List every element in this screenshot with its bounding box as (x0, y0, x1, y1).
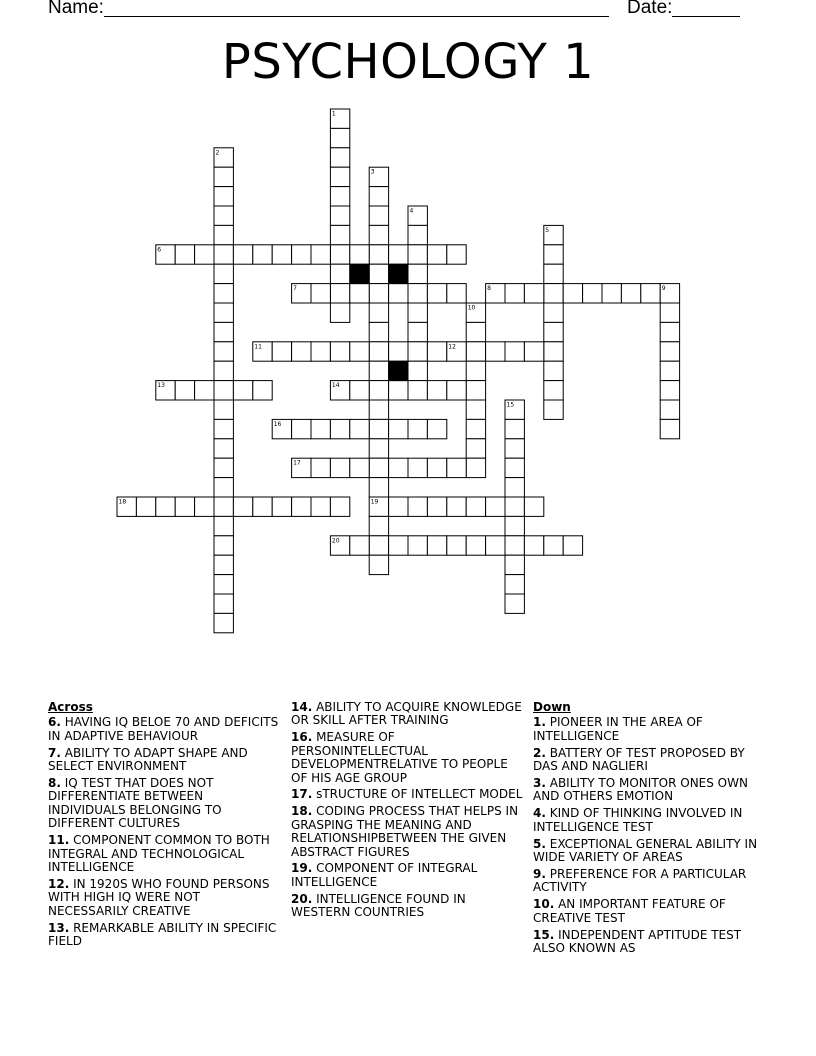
grid-cell[interactable] (466, 400, 485, 419)
grid-clue-number: 11 (254, 343, 262, 351)
grid-cell[interactable] (214, 516, 233, 535)
grid-cell[interactable] (330, 284, 349, 303)
grid-cell[interactable] (389, 381, 408, 400)
grid-cell[interactable] (214, 613, 233, 632)
grid-cell[interactable] (214, 536, 233, 555)
grid-cell[interactable] (330, 206, 349, 225)
grid-cell[interactable] (214, 206, 233, 225)
clue-number: 12. (48, 876, 70, 891)
grid-cell[interactable] (524, 284, 543, 303)
clue-item (533, 777, 769, 804)
grid-cell[interactable] (350, 245, 369, 264)
grid-clue-number: 6 (157, 246, 162, 254)
grid-cell[interactable] (544, 536, 563, 555)
grid-cell[interactable] (214, 458, 233, 477)
grid-cell[interactable] (214, 381, 233, 400)
clue-item (291, 731, 527, 785)
grid-cell[interactable] (544, 400, 563, 419)
grid-cell[interactable] (505, 497, 524, 516)
grid-cell[interactable] (408, 536, 427, 555)
grid-clue-number: 18 (118, 498, 127, 506)
down-clues-column (533, 701, 769, 959)
grid-cell[interactable] (272, 497, 291, 516)
clue-number: 7. (48, 745, 61, 760)
grid-cell[interactable] (505, 478, 524, 497)
grid-cell[interactable] (408, 225, 427, 244)
grid-cell[interactable] (524, 536, 543, 555)
grid-cell[interactable] (330, 167, 349, 186)
grid-cell[interactable] (311, 245, 330, 264)
grid-cell[interactable] (505, 555, 524, 574)
grid-cell[interactable] (505, 284, 524, 303)
grid-cell[interactable] (214, 439, 233, 458)
grid-cell[interactable] (524, 342, 543, 361)
grid-cell[interactable] (408, 264, 427, 283)
name-label: Name: (48, 0, 104, 18)
grid-cell[interactable] (195, 381, 214, 400)
clue-number: 6. (48, 715, 61, 730)
grid-cell[interactable] (292, 419, 311, 438)
grid-cell[interactable] (369, 322, 388, 341)
grid-cell[interactable] (505, 594, 524, 613)
grid-cell[interactable] (369, 478, 388, 497)
clue-item (291, 701, 527, 728)
grid-cell[interactable] (369, 187, 388, 206)
grid-cell[interactable] (408, 361, 427, 380)
grid-cell[interactable] (136, 497, 155, 516)
grid-cell[interactable] (369, 555, 388, 574)
clue-item (533, 868, 769, 895)
grid-black-cell (389, 361, 408, 380)
grid-cell[interactable] (563, 536, 582, 555)
grid-cell[interactable] (427, 536, 446, 555)
grid-cell[interactable] (330, 497, 349, 516)
grid-cell[interactable] (389, 284, 408, 303)
grid-cell[interactable] (369, 264, 388, 283)
grid-cell[interactable] (466, 536, 485, 555)
clue-number: 14. (291, 700, 313, 714)
across-heading: Across (48, 700, 93, 714)
clue-item (48, 922, 284, 949)
grid-cell[interactable] (214, 284, 233, 303)
grid-cell[interactable] (466, 342, 485, 361)
grid-cell[interactable] (544, 361, 563, 380)
grid-cell[interactable] (350, 381, 369, 400)
grid-black-cell (350, 264, 369, 283)
grid-cell[interactable] (505, 419, 524, 438)
grid-cell[interactable] (408, 381, 427, 400)
grid-cell[interactable] (427, 381, 446, 400)
grid-cell[interactable] (544, 381, 563, 400)
grid-cell[interactable] (214, 594, 233, 613)
grid-cell[interactable] (524, 497, 543, 516)
clue-number: 15. (533, 927, 555, 942)
grid-cell[interactable] (408, 342, 427, 361)
grid-clue-number: 5 (545, 226, 550, 234)
grid-cell[interactable] (214, 245, 233, 264)
grid-cell[interactable] (466, 419, 485, 438)
grid-cell[interactable] (214, 264, 233, 283)
grid-cell[interactable] (544, 322, 563, 341)
grid-cell[interactable] (427, 497, 446, 516)
grid-cell[interactable] (330, 419, 349, 438)
grid-clue-number: 17 (293, 459, 301, 467)
grid-cell[interactable] (369, 303, 388, 322)
grid-cell[interactable] (447, 536, 466, 555)
grid-cell[interactable] (330, 458, 349, 477)
grid-cell[interactable] (466, 361, 485, 380)
grid-cell[interactable] (175, 245, 194, 264)
grid-cell[interactable] (214, 419, 233, 438)
grid-cell[interactable] (214, 342, 233, 361)
page-title: PSYCHOLOGY 1 (221, 34, 595, 90)
grid-cell[interactable] (292, 245, 311, 264)
clue-text: ABILITY TO ACQUIRE KNOWLEDGE OR SKILL AFTER TRAINING (291, 700, 522, 728)
grid-cell[interactable] (369, 245, 388, 264)
grid-cell[interactable] (233, 381, 252, 400)
clue-item (48, 716, 284, 743)
grid-cell[interactable] (369, 206, 388, 225)
grid-cell[interactable] (369, 458, 388, 477)
clue-text: COMPONENT OF INTEGRAL INTELLIGENCE (291, 861, 478, 889)
clue-item (48, 834, 284, 874)
grid-cell[interactable] (408, 458, 427, 477)
grid-cell[interactable] (214, 187, 233, 206)
clue-number: 2. (533, 745, 546, 760)
grid-cell[interactable] (427, 245, 446, 264)
grid-cell[interactable] (505, 439, 524, 458)
grid-cell[interactable] (214, 575, 233, 594)
grid-cell[interactable] (427, 458, 446, 477)
grid-cell[interactable] (311, 342, 330, 361)
grid-cell[interactable] (427, 419, 446, 438)
grid-cell[interactable] (369, 419, 388, 438)
grid-cell[interactable] (369, 361, 388, 380)
clue-text: BATTERY OF TEST PROPOSED BY DAS AND NAGLIERI (533, 745, 745, 774)
grid-cell[interactable] (330, 245, 349, 264)
clue-item (533, 898, 769, 925)
grid-black-cell (389, 264, 408, 283)
grid-cell[interactable] (272, 342, 291, 361)
grid-cell[interactable] (369, 516, 388, 535)
grid-cell[interactable] (389, 419, 408, 438)
grid-cell[interactable] (466, 497, 485, 516)
grid-cell[interactable] (408, 245, 427, 264)
clue-text: COMPONENT COMMON TO BOTH INTEGRAL AND TECHNOLOGICAL INTELLIGENCE (48, 833, 270, 874)
grid-cell[interactable] (641, 284, 660, 303)
grid-cell[interactable] (214, 303, 233, 322)
date-label: Date: (627, 0, 673, 18)
grid-clue-number: 19 (370, 498, 379, 506)
grid-cell[interactable] (292, 342, 311, 361)
grid-cell[interactable] (330, 148, 349, 167)
grid-cell[interactable] (195, 245, 214, 264)
grid-cell[interactable] (408, 303, 427, 322)
grid-cell[interactable] (389, 497, 408, 516)
grid-cell[interactable] (544, 264, 563, 283)
grid-cell[interactable] (505, 516, 524, 535)
grid-cell[interactable] (447, 381, 466, 400)
grid-cell[interactable] (330, 303, 349, 322)
clue-text: MEASURE OF PERSONINTELLECTUAL DEVELOPMENTRELATIVE TO PEOPLE OF HIS AGE GROUP (291, 730, 508, 785)
grid-cell[interactable] (369, 536, 388, 555)
grid-cell[interactable] (330, 264, 349, 283)
grid-clue-number: 10 (467, 304, 476, 312)
clue-number: 10. (533, 897, 555, 912)
clue-item (533, 929, 769, 956)
grid-cell[interactable] (311, 497, 330, 516)
grid-cell[interactable] (408, 284, 427, 303)
clue-text: REMARKABLE ABILITY IN SPECIFIC FIELD (48, 920, 277, 948)
clue-number: 17. (291, 787, 313, 802)
grid-cell[interactable] (369, 342, 388, 361)
grid-cell[interactable] (602, 284, 621, 303)
grid-cell[interactable] (544, 245, 563, 264)
grid-cell[interactable] (660, 342, 679, 361)
across-clues-column-2 (291, 701, 527, 923)
clue-text: KIND OF THINKING INVOLVED IN INTELLIGENCE TEST (533, 806, 743, 834)
down-heading: Down (533, 700, 571, 714)
grid-cell[interactable] (389, 245, 408, 264)
grid-cell[interactable] (311, 419, 330, 438)
across-clues-column-1 (48, 701, 284, 952)
grid-cell[interactable] (660, 419, 679, 438)
grid-cell[interactable] (292, 497, 311, 516)
clue-item (48, 747, 284, 774)
clue-item (48, 777, 284, 831)
grid-cell[interactable] (660, 361, 679, 380)
clue-item (533, 838, 769, 865)
grid-cell[interactable] (253, 381, 272, 400)
grid-cell[interactable] (544, 303, 563, 322)
grid-clue-number: 15 (506, 401, 515, 409)
grid-cell[interactable] (408, 497, 427, 516)
grid-cell[interactable] (427, 284, 446, 303)
clue-item (533, 716, 769, 743)
clue-number: 20. (291, 891, 313, 906)
clue-item (291, 862, 527, 889)
clue-text: HAVING IQ BELOE 70 AND DEFICITS IN ADAPTIVE BEHAVIOUR (48, 715, 279, 743)
grid-clue-number: 20 (331, 537, 340, 545)
grid-cell[interactable] (214, 497, 233, 516)
clue-item (48, 878, 284, 918)
grid-cell[interactable] (447, 458, 466, 477)
grid-cell[interactable] (447, 284, 466, 303)
clue-text: CODING PROCESS THAT HELPS IN GRASPING THE MEANING AND RELATIONSHIPBETWEEN THE GIVEN ABSTRACT FIGURES (291, 804, 519, 859)
grid-cell[interactable] (330, 342, 349, 361)
clue-text: EXCEPTIONAL GENERAL ABILITY IN WIDE VARIETY OF AREAS (533, 836, 758, 865)
grid-cell[interactable] (389, 536, 408, 555)
grid-cell[interactable] (408, 419, 427, 438)
grid-cell[interactable] (486, 536, 505, 555)
clue-text: INTELLIGENCE FOUND IN WESTERN COUNTRIES (291, 891, 466, 920)
grid-clue-number: 14 (331, 382, 340, 390)
clue-text: PIONEER IN THE AREA OF INTELLIGENCE (533, 715, 703, 743)
grid-cell[interactable] (505, 536, 524, 555)
grid-cell[interactable] (466, 381, 485, 400)
grid-clue-number: 4 (409, 207, 414, 215)
grid-cell[interactable] (253, 245, 272, 264)
grid-cell[interactable] (486, 497, 505, 516)
clue-text: IN 1920S WHO FOUND PERSONS WITH HIGH IQ WERE NOT NECESSARILY CREATIVE (48, 876, 270, 918)
grid-cell[interactable] (214, 478, 233, 497)
grid-cell[interactable] (447, 497, 466, 516)
grid-clue-number: 1 (331, 110, 336, 118)
grid-clue-number: 16 (273, 420, 282, 428)
clue-number: 18. (291, 804, 313, 819)
grid-cell[interactable] (214, 400, 233, 419)
grid-cell[interactable] (369, 400, 388, 419)
grid-cell[interactable] (369, 284, 388, 303)
grid-cell[interactable] (660, 303, 679, 322)
grid-cell[interactable] (350, 342, 369, 361)
grid-cell[interactable] (544, 342, 563, 361)
grid-cell[interactable] (369, 381, 388, 400)
grid-cell[interactable] (214, 361, 233, 380)
grid-cell[interactable] (466, 322, 485, 341)
clue-item (291, 805, 527, 859)
grid-cell[interactable] (214, 555, 233, 574)
grid-cell[interactable] (505, 575, 524, 594)
grid-cell[interactable] (311, 458, 330, 477)
grid-cell[interactable] (214, 167, 233, 186)
grid-clue-number: 7 (293, 285, 297, 293)
clue-text: AN IMPORTANT FEATURE OF CREATIVE TEST (533, 897, 726, 925)
clue-number: 5. (533, 836, 546, 851)
grid-cell[interactable] (486, 342, 505, 361)
clue-text: sTRUCTURE OF INTELLECT MODEL (312, 787, 523, 802)
grid-cell[interactable] (330, 128, 349, 147)
grid-cell[interactable] (389, 458, 408, 477)
clue-text: PREFERENCE FOR A PARTICULAR ACTIVITY (533, 866, 747, 895)
clue-item (291, 788, 527, 801)
grid-cell[interactable] (369, 439, 388, 458)
clue-number: 19. (291, 861, 313, 876)
grid-clue-number: 12 (448, 343, 456, 351)
clue-text: ABILITY TO ADAPT SHAPE AND SELECT ENVIRONMENT (48, 745, 248, 774)
grid-clue-number: 8 (487, 285, 491, 293)
grid-cell[interactable] (175, 381, 194, 400)
clue-text: IQ TEST THAT DOES NOT DIFFERENTIATE BETWEEN INDIVIDUALS BELONGING TO DIFFERENT CULTURES (48, 776, 222, 831)
grid-cell[interactable] (660, 381, 679, 400)
grid-cell[interactable] (447, 245, 466, 264)
grid-cell[interactable] (195, 497, 214, 516)
clue-number: 9. (533, 866, 546, 881)
grid-cell[interactable] (583, 284, 602, 303)
grid-cell[interactable] (311, 284, 330, 303)
grid-cell[interactable] (408, 322, 427, 341)
grid-cell[interactable] (175, 497, 194, 516)
grid-cell[interactable] (660, 400, 679, 419)
clue-item (533, 747, 769, 774)
grid-clue-number: 13 (157, 382, 165, 390)
grid-cell[interactable] (350, 536, 369, 555)
clue-number: 11. (48, 833, 70, 848)
grid-cell[interactable] (214, 322, 233, 341)
grid-clue-number: 2 (215, 149, 220, 157)
grid-cell[interactable] (350, 284, 369, 303)
grid-clue-number: 9 (661, 285, 666, 293)
clue-number: 16. (291, 730, 313, 745)
grid-cell[interactable] (505, 458, 524, 477)
clue-number: 8. (48, 776, 61, 791)
clue-number: 1. (533, 715, 546, 730)
grid-cell[interactable] (466, 439, 485, 458)
grid-cell[interactable] (272, 245, 291, 264)
grid-cell[interactable] (233, 497, 252, 516)
grid-cell[interactable] (563, 284, 582, 303)
grid-cell[interactable] (505, 342, 524, 361)
clue-number: 13. (48, 920, 70, 935)
clue-number: 4. (533, 806, 546, 821)
grid-cell[interactable] (350, 458, 369, 477)
grid-cell[interactable] (544, 284, 563, 303)
grid-cell[interactable] (466, 458, 485, 477)
grid-cell[interactable] (330, 225, 349, 244)
clue-text: INDEPENDENT APTITUDE TEST ALSO KNOWN AS (533, 927, 742, 955)
grid-cell[interactable] (156, 497, 175, 516)
clue-number: 3. (533, 776, 546, 791)
clue-text: ABILITY TO MONITOR ONES OWN AND OTHERS EMOTION (533, 776, 748, 804)
grid-cell[interactable] (389, 342, 408, 361)
grid-cell[interactable] (427, 342, 446, 361)
grid-cell[interactable] (621, 284, 640, 303)
clue-item (291, 893, 527, 920)
grid-clue-number: 3 (370, 168, 375, 176)
grid-cell[interactable] (330, 187, 349, 206)
clue-item (533, 807, 769, 834)
grid-cell[interactable] (660, 322, 679, 341)
grid-cell[interactable] (350, 419, 369, 438)
grid-cell[interactable] (214, 225, 233, 244)
grid-cell[interactable] (369, 225, 388, 244)
grid-cell[interactable] (253, 497, 272, 516)
grid-cell[interactable] (233, 245, 252, 264)
